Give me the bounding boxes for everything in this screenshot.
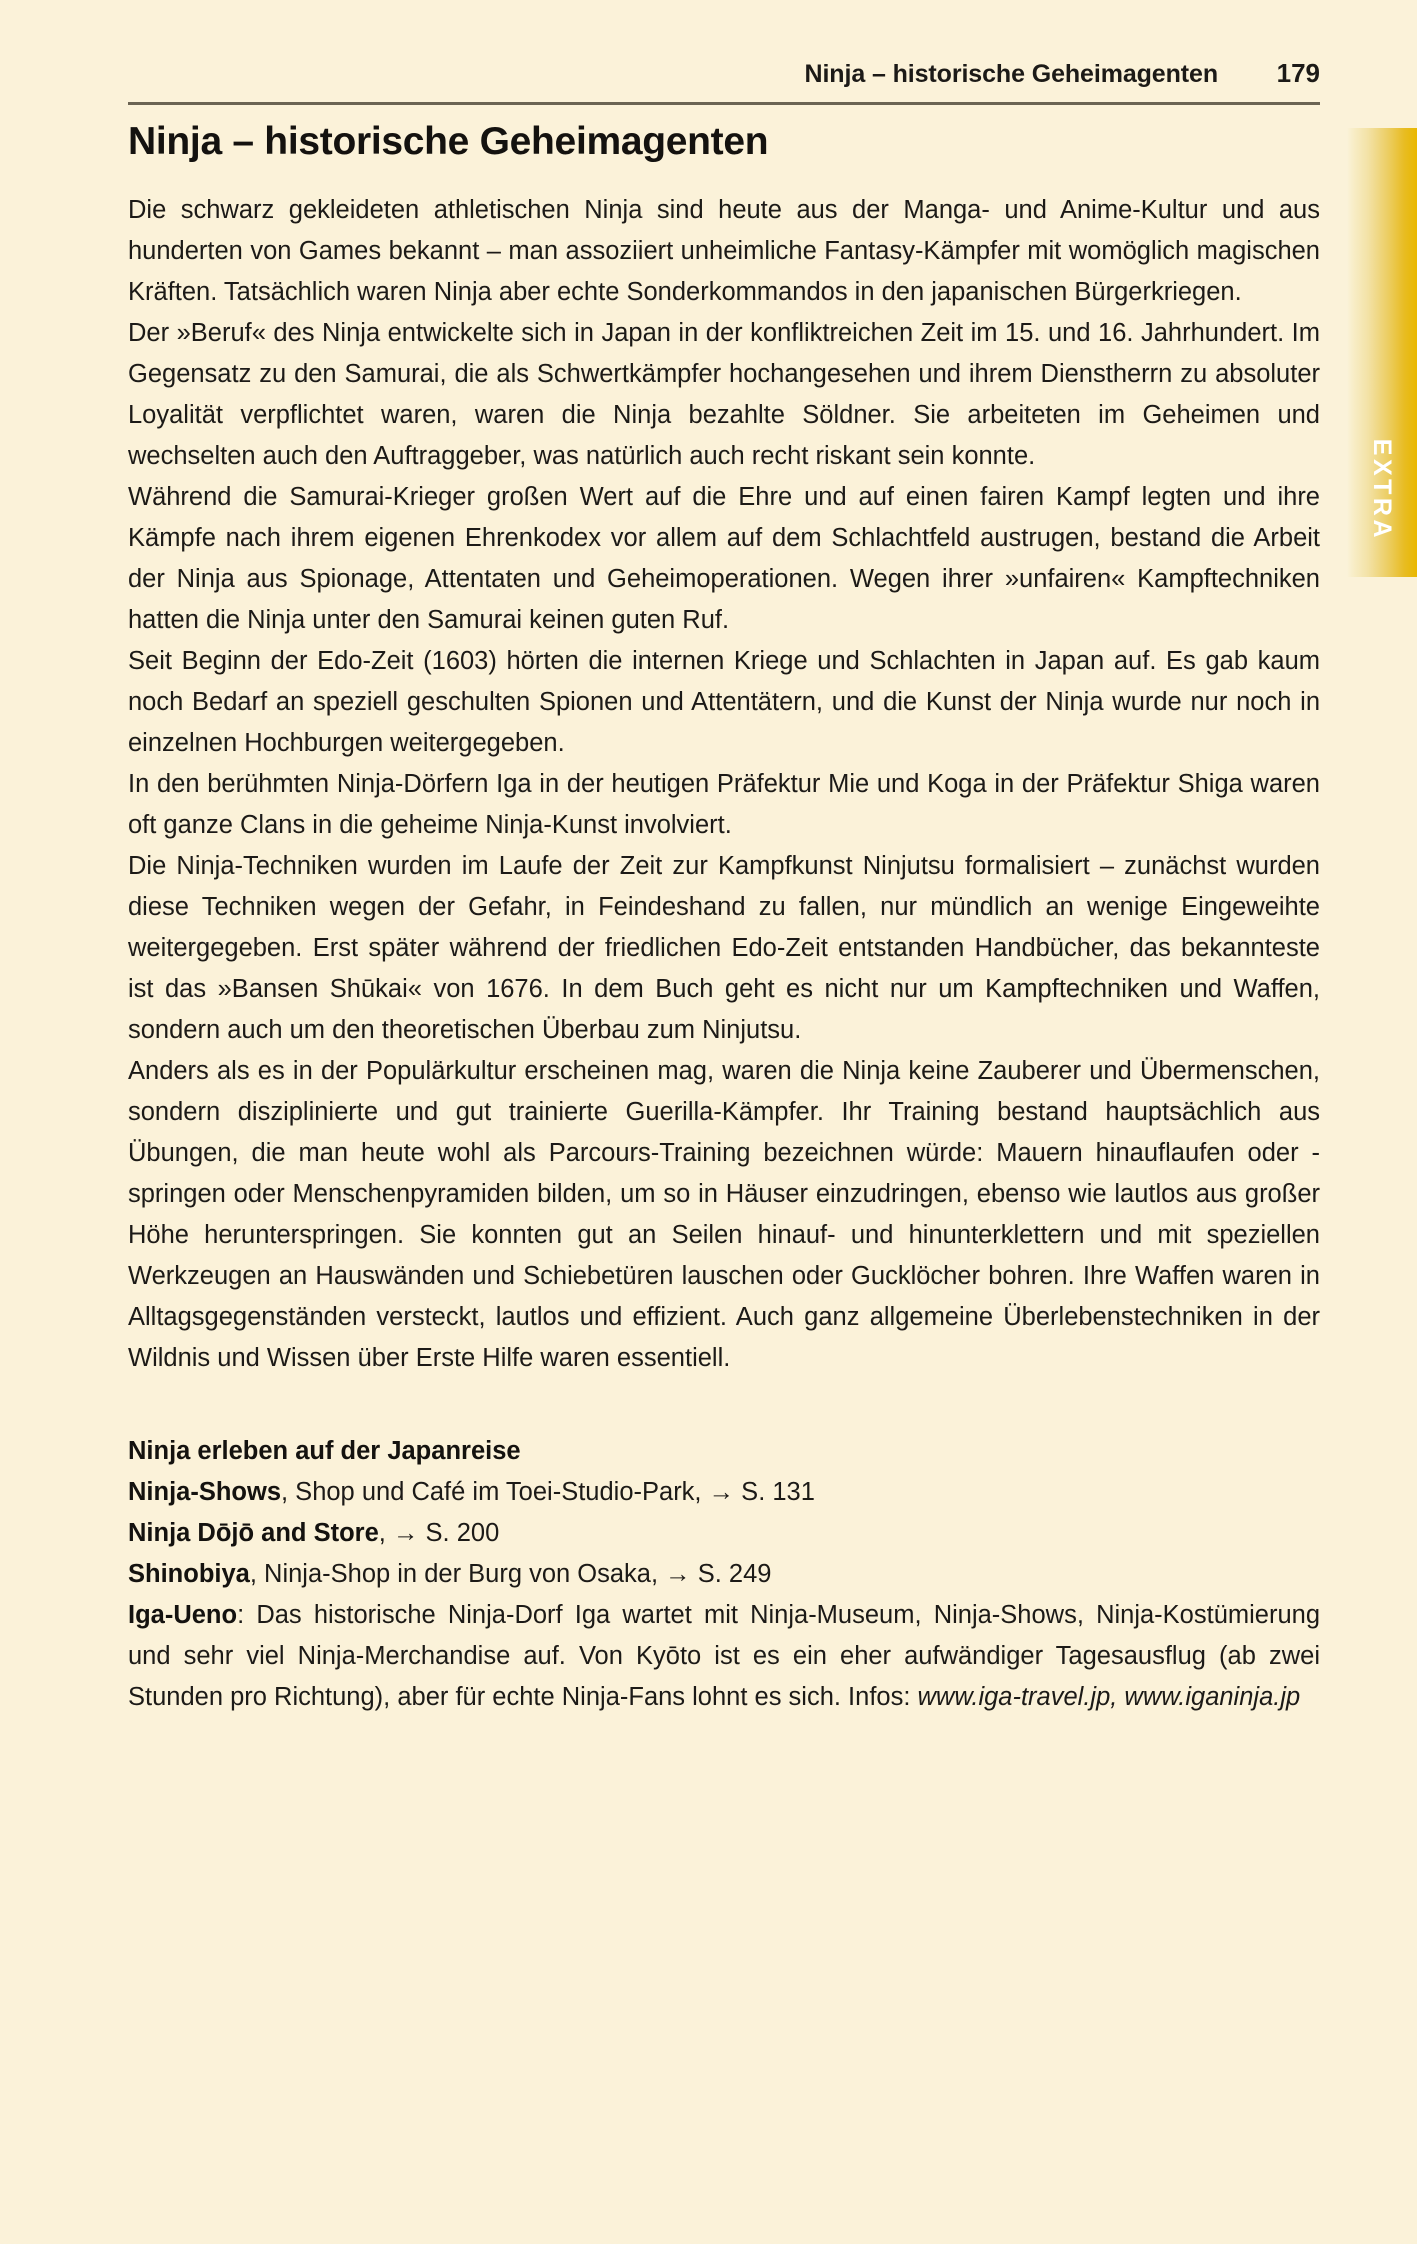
extra-side-tab-label: EXTRA (1368, 438, 1397, 541)
body-paragraph: Während die Samurai-Krieger großen Wert auf die Ehre und auf einen fairen Kampf legten und ihre Kämpfe nach ihrem eigenen Ehrenkodex vor allem auf dem Schlachtfeld austrugen, bestand die Arbeit der Ninja aus Spionage, Attentaten und Geheimoperationen. Wegen ihrer »unfairen« Kampftechniken hatten die Ninja unter den Samurai keinen guten Ruf. (128, 482, 1320, 634)
body-paragraph: Der »Beruf« des Ninja entwickelte sich in Japan in der konfliktreichen Zeit im 15. und 16. Jahrhundert. Im Gegensatz zu den Samurai, die als Schwertkämpfer hochangesehen und ihrem Dienstherrn zu absoluter Loyalität verpflichtet waren, waren die Ninja bezahlte Söldner. Sie arbeiteten im Geheimen und wechselten auch den Auftraggeber, was natürlich auch recht riskant sein konnte. (128, 318, 1320, 470)
listing-entry-name: Ninja-Shows (128, 1477, 282, 1506)
article-content (128, 120, 1320, 1718)
body-paragraph: In den berühmten Ninja-Dörfern Iga in der heutigen Präfektur Mie und Koga in der Präfektur Shiga waren oft ganze Clans in die geheime Ninja-Kunst involviert. (128, 769, 1320, 839)
travel-listing (128, 1431, 1320, 1718)
body-paragraph: Anders als es in der Populärkultur erscheinen mag, waren die Ninja keine Zauberer und Übermenschen, sondern disziplinierte und gut trainierte Guerilla-Kämpfer. Ihr Training bestand hauptsächlich aus Übungen, die man heute wohl als Parcours-Training bezeichnen würde: Mauern hinauflaufen oder -springen oder Menschenpyramiden bilden, um so in Häuser einzudringen, ebenso wie lautlos aus großer Höhe herunterspringen. Sie konnten gut an Seilen hinauf- und hinunterklettern und mit speziellen Werkzeugen an Hauswänden und Schiebetüren lauschen oder Gucklöcher bohren. Ihre Waffen waren in Alltagsgegenständen versteckt, lautlos und effizient. Auch ganz allgemeine Überlebenstechniken in der Wildnis und Wissen über Erste Hilfe waren essentiell. (128, 1056, 1320, 1372)
extra-side-tab (1347, 128, 1417, 577)
list-item (128, 1472, 1320, 1513)
listing-entry-detail: , → S. 200 (378, 1518, 500, 1547)
listing-entry-detail: , Ninja-Shop in der Burg von Osaka, → S. 249 (249, 1559, 772, 1588)
body-paragraph: Die schwarz gekleideten athletischen Ninja sind heute aus der Manga- und Anime-Kultur und aus hunderten von Games bekannt – man assoziiert unheimliche Fantasy-Kämpfer mit womöglich magischen Kräften. Tatsächlich waren Ninja aber echte Sonderkommandos in den japanischen Bürgerkriegen. (128, 195, 1320, 306)
listing-entry-name: Ninja Dōjō and Store (128, 1518, 379, 1547)
body-paragraph: Seit Beginn der Edo-Zeit (1603) hörten die internen Kriege und Schlachten in Japan auf. Es gab kaum noch Bedarf an speziell geschulten Spionen und Attentätern, und die Kunst der Ninja wurde nur noch in einzelnen Hochburgen weitergegeben. (128, 646, 1320, 757)
list-item (128, 1595, 1320, 1718)
listing-heading: Ninja erleben auf der Japanreise (128, 1436, 521, 1465)
listing-entry-detail: : Das historische Ninja-Dorf Iga wartet mit Ninja-Museum, Ninja-Shows, Ninja-Kostümierung und sehr viel Ninja-Merchandise auf. Von Kyōto ist es ein eher aufwändiger Tagesausflug (ab zwei Stunden pro Richtung), aber für echte Ninja-Fans lohnt es sich. Infos: (128, 1600, 1320, 1711)
running-head (128, 58, 1320, 89)
page-number: 179 (1276, 58, 1320, 88)
body-paragraph: Die Ninja-Techniken wurden im Laufe der Zeit zur Kampfkunst Ninjutsu formalisiert – zunächst wurden diese Techniken wegen der Gefahr, in Feindeshand zu fallen, nur mündlich an wenige Eingeweihte weitergegeben. Erst später während der friedlichen Edo-Zeit entstanden Handbücher, das bekannteste ist das »Bansen Shūkai« von 1676. In dem Buch geht es nicht nur um Kampftechniken und Waffen, sondern auch um den theoretischen Überbau zum Ninjutsu. (128, 851, 1320, 1044)
listing-entry-name: Iga-Ueno (128, 1600, 238, 1629)
listing-entry-urls: www.iga-travel.jp, www.iganinja.jp (917, 1682, 1301, 1711)
listing-entry-detail: , Shop und Café im Toei-Studio-Park, → S. 131 (281, 1477, 815, 1506)
page-title: Ninja – historische Geheimagenten (128, 120, 769, 163)
list-item (128, 1554, 1320, 1595)
running-head-title: Ninja – historische Geheimagenten (804, 60, 1218, 88)
header-divider (128, 102, 1320, 105)
list-item (128, 1513, 1320, 1554)
listing-entry-name: Shinobiya (128, 1559, 250, 1588)
